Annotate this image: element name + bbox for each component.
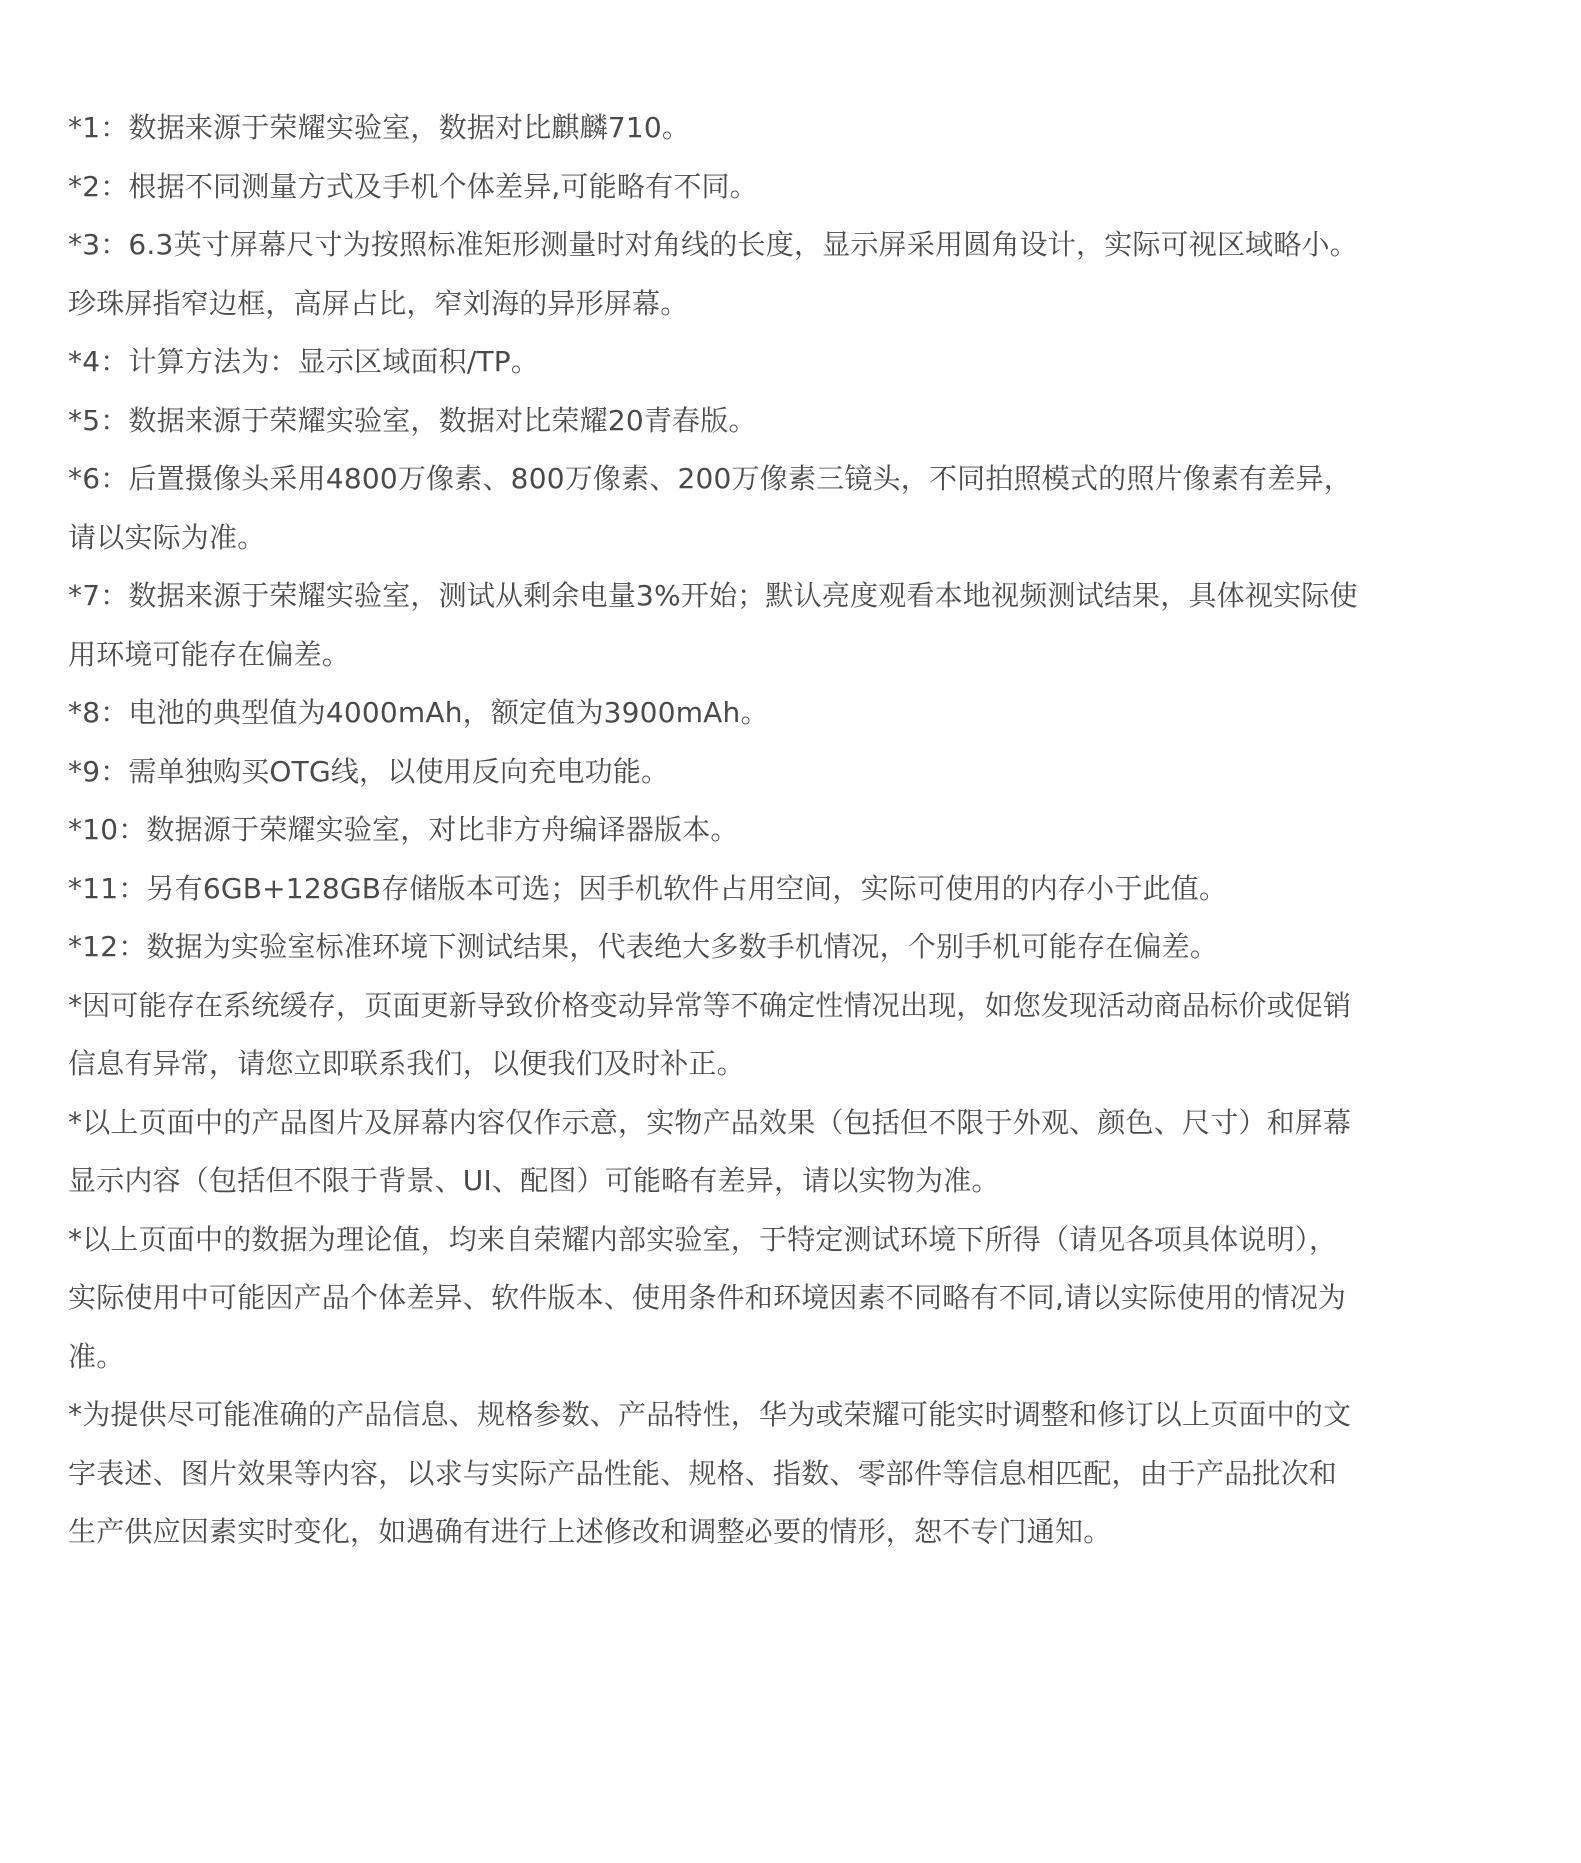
footnote-9: *9：需单独购买OTG线，以使用反向充电功能。 [68,754,670,788]
footnote-11: *11：另有6GB+128GB存储版本可选；因手机软件占用空间，实际可使用的内存小于此值。 [68,871,1228,905]
footnote-1: *1：数据来源于荣耀实验室，数据对比麒麟710。 [68,111,691,144]
footnote-4: *4：计算方法为：显示区域面积/TP。 [68,345,540,378]
footnote-revision-notice: *为提供尽可能准确的产品信息、规格参数、产品特性，华为或荣耀可能实时调整和修订以上页面中的文 字表述、图片效果等内容，以求与实际产品性能、规格、指数、零部件等信息相匹配，由于产品批次和 生产供应因素实时变化，如遇确有进行上述修改和调整必要的情形，恕不专门通知。 [68,1398,1352,1548]
footnote-7: *7：数据来源于荣耀实验室，测试从剩余电量3%开始；默认亮度观看本地视频测试结果，具体视实际使 用环境可能存在偏差。 [68,579,1358,671]
footnote-list [68,99,1468,1562]
footnote-2: *2：根据不同测量方式及手机个体差异,可能略有不同。 [68,169,758,203]
footnote-10: *10：数据源于荣耀实验室，对比非方舟编译器版本。 [68,813,739,846]
footnote-6: *6：后置摄像头采用4800万像素、800万像素、200万像素三镜头，不同拍照模式的照片像素有差异， 请以实际为准。 [68,462,1352,554]
footnote-8: *8：电池的典型值为4000mAh，额定值为3900mAh。 [68,696,769,729]
footnote-5: *5：数据来源于荣耀实验室，数据对比荣耀20青春版。 [68,403,757,437]
footnote-3: *3：6.3英寸屏幕尺寸为按照标准矩形测量时对角线的长度，显示屏采用圆角设计，实际可视区域略小。 珍珠屏指窄边框，高屏占比，窄刘海的异形屏幕。 [68,228,1358,320]
footnote-12: *12：数据为实验室标准环境下测试结果，代表绝大多数手机情况，个别手机可能存在偏差。 [68,930,1219,963]
footnote-price-cache: *因可能存在系统缓存，页面更新导致价格变动异常等不确定性情况出现，如您发现活动商品标价或促销 信息有异常，请您立即联系我们，以便我们及时补正。 [68,988,1352,1080]
footnote-image-disclaimer: *以上页面中的产品图片及屏幕内容仅作示意，实物产品效果（包括但不限于外观、颜色、尺寸）和屏幕 显示内容（包括但不限于背景、UI、配图）可能略有差异，请以实物为准。 [68,1105,1352,1197]
footnote-theoretical-values: *以上页面中的数据为理论值，均来自荣耀内部实验室，于特定测试环境下所得（请见各项具体说明）， 实际使用中可能因产品个体差异、软件版本、使用条件和环境因素不同略有不同,请以实际使用的情况为 准。 [68,1222,1347,1373]
